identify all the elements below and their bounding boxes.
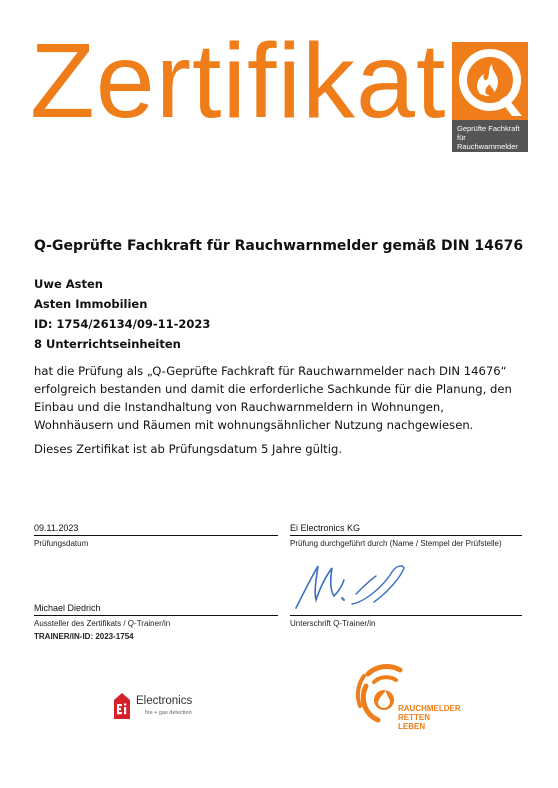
q-logo-caption-line1: Geprüfte Fachkraft [457,124,520,133]
exam-date-label: Prüfungsdatum [34,539,89,548]
certificate-heading: Q-Geprüfte Fachkraft für Rauchwarnmelder gemäß DIN 14676 [34,238,524,254]
rauchmelder-line3: LEBEN [398,722,426,731]
q-logo-caption-line2: für Rauchwarnmelder [457,133,518,151]
q-logo-caption [457,124,528,151]
ei-brand-text: Electronics [136,695,193,707]
q-flame-icon [452,42,528,120]
handwritten-signature [292,558,412,616]
examiner-label: Prüfung durchgeführt durch (Name / Stempel der Prüfstelle) [290,539,502,548]
ei-electronics-logo [112,692,222,722]
trainer-signature-line [290,615,522,616]
q-logo-orange-panel [452,42,528,120]
rauchmelder-retten-leben-logo [356,662,476,734]
certificate-title: Zertifikat [30,22,447,140]
ei-logo-icon [112,692,132,720]
rauchmelder-line1: RAUCHMELDER [398,704,461,713]
issuer-label: Aussteller des Zertifikats / Q-Trainer/in [34,619,171,628]
exam-date-line [34,535,278,536]
issuer-value: Michael Diedrich [34,603,101,613]
trainer-id: TRAINER/IN-ID: 2023-1754 [34,632,134,641]
recipient-name: Uwe Asten [34,277,103,291]
rauchmelder-line2: RETTEN [398,713,430,722]
exam-date-value: 09.11.2023 [34,523,79,533]
rauchmelder-text [398,704,461,731]
certificate-id: ID: 1754/26134/09-11-2023 [34,317,211,331]
validity-text: Dieses Zertifikat ist ab Prüfungsdatum 5 Jahre gültig. [34,442,342,456]
ei-tagline: fire + gas detection [145,710,192,716]
certificate-body-text: hat die Prüfung als „Q-Geprüfte Fachkraft für Rauchwarnmelder nach DIN 14676“ erfolgreich bestanden und damit die erforderliche Sachkunde für die Planung, den Einbau und die Instandhaltung von Rauchwarnmeldern in Wohnungen, Wohnhäusern und Räumen mit wohnungsähnlicher Nutzung nachgewiesen. [34,364,512,432]
examiner-value: Ei Electronics KG [290,523,361,533]
examiner-line [290,535,522,536]
recipient-company: Asten Immobilien [34,297,148,311]
trainer-signature-label: Unterschrift Q-Trainer/in [290,619,376,628]
teaching-units: 8 Unterrichtseinheiten [34,337,181,351]
q-logo [452,42,528,152]
issuer-line [34,615,278,616]
